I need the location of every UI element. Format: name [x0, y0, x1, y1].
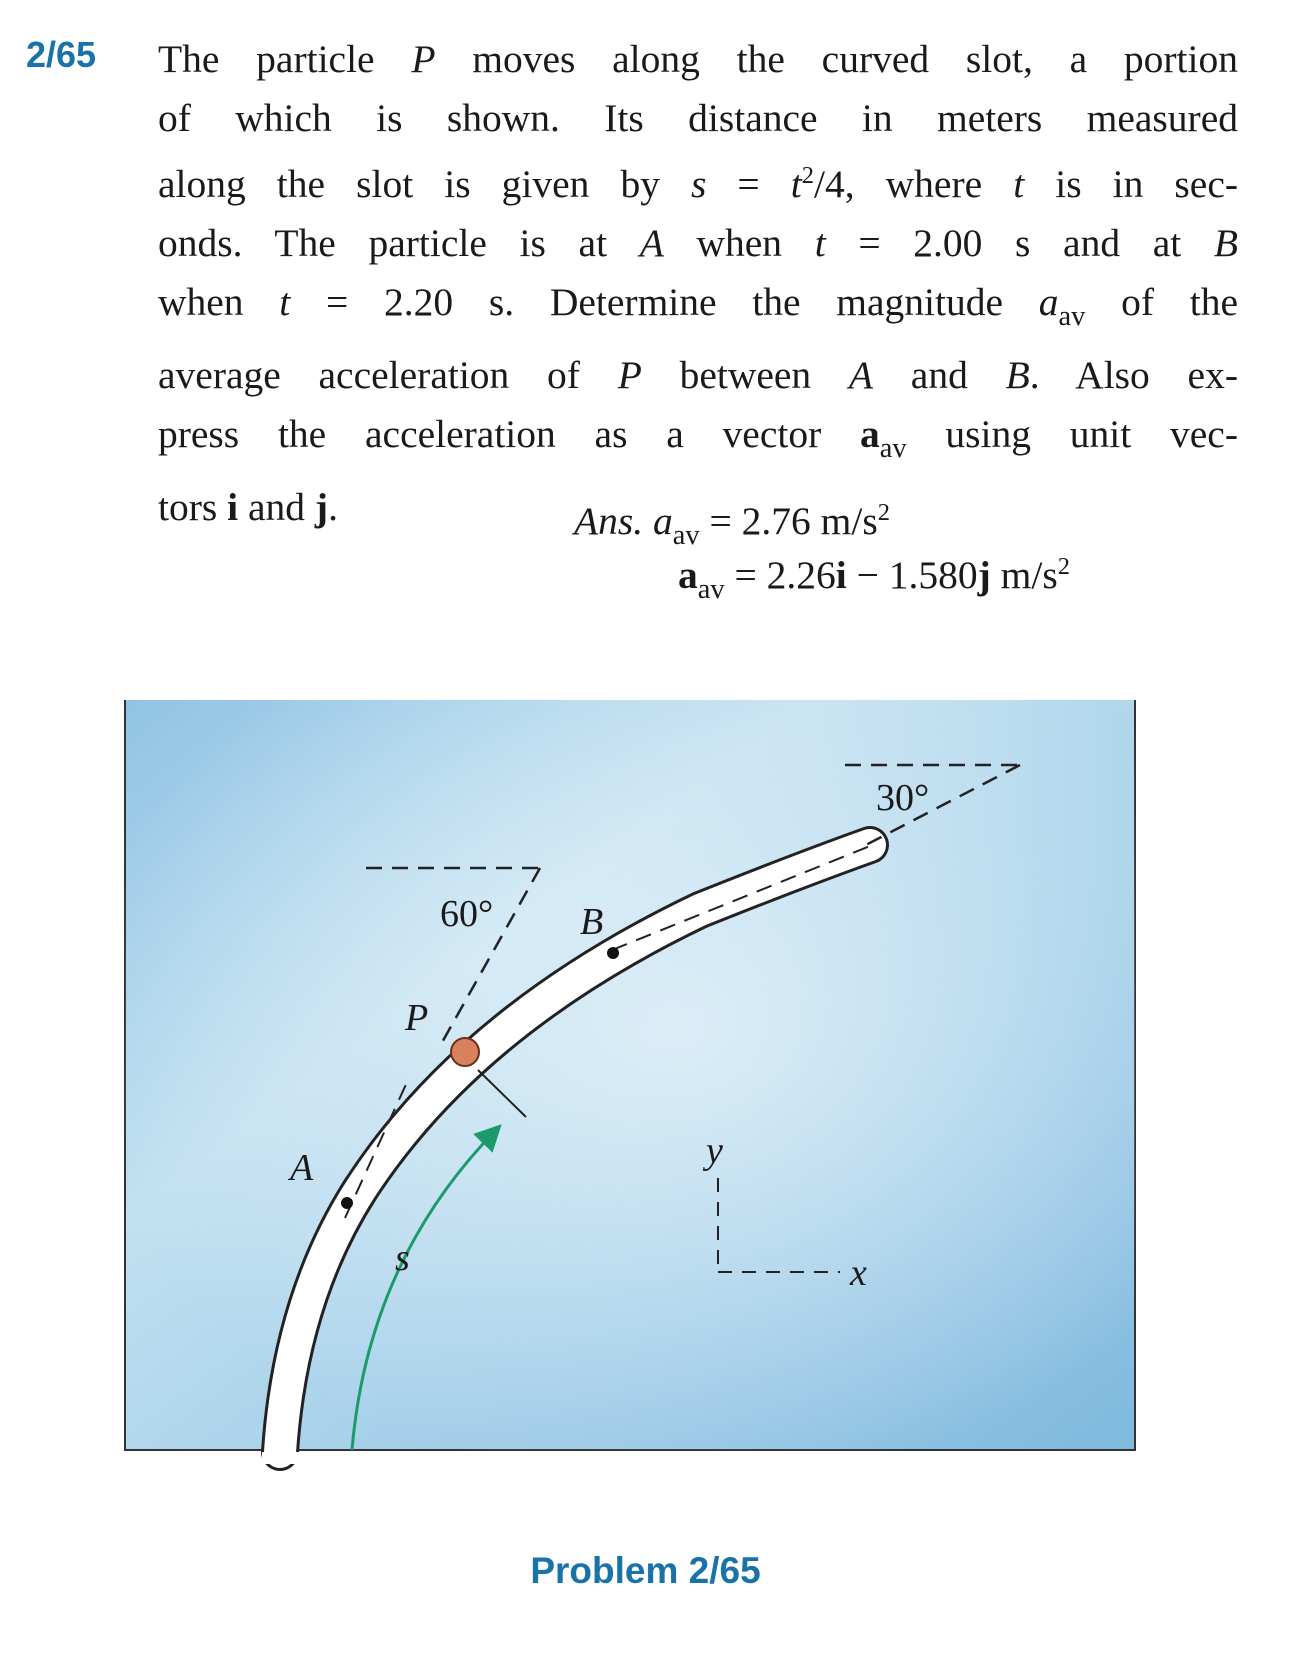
- problem-text-segment: and: [238, 485, 315, 530]
- problem-text-segment: is in sec-: [1024, 162, 1239, 207]
- answer-vector: [678, 552, 1070, 606]
- problem-text-segment: .: [328, 485, 338, 530]
- problem-text-segment: average acceleration of: [158, 353, 618, 398]
- answer-vector-sub: av: [697, 573, 725, 605]
- problem-text-segment: = 2.00 s and at: [825, 220, 1214, 265]
- problem-number: 2/65: [26, 34, 97, 75]
- point-A-label: A: [290, 1147, 314, 1189]
- point-B-label: B: [580, 901, 604, 943]
- problem-text-segment: when: [663, 220, 815, 265]
- figure-caption: Problem 2/65: [530, 1550, 761, 1591]
- problem-line: [158, 30, 1238, 89]
- problem-line: [158, 147, 1238, 214]
- problem-text-segment: t: [814, 220, 826, 265]
- unit-vector-j: j: [977, 553, 991, 597]
- problem-text-segment: a: [860, 411, 880, 456]
- problem-text-segment: P: [617, 353, 642, 398]
- angle-30-label: 30°: [876, 777, 930, 819]
- unit-vector-i: i: [835, 553, 847, 597]
- answer-sub: av: [672, 519, 700, 551]
- problem-text-segment: between: [641, 353, 849, 398]
- problem-text-segment: A: [639, 220, 664, 265]
- slot-opening: [262, 1452, 302, 1464]
- y-axis-label: y: [706, 1130, 723, 1172]
- problem-text-segment: of the: [1085, 279, 1238, 324]
- problem-text-segment: t: [790, 162, 802, 207]
- problem-text-segment: = 2.20 s. Determine the magnitude: [290, 279, 1039, 324]
- problem-line: [158, 273, 1238, 347]
- answer-vector-symbol: a: [678, 553, 698, 597]
- problem-text-segment: of which is shown. Its distance in meters measured: [158, 95, 1238, 140]
- problem-text-segment: =: [706, 162, 791, 207]
- problem-text-segment: tors: [158, 485, 228, 530]
- panel-glow: [125, 700, 1135, 1450]
- problem-text-segment: B: [1213, 220, 1239, 265]
- problem-text-segment: 2: [801, 162, 814, 190]
- point-A: [341, 1197, 353, 1209]
- problem-text-segment: moves along the curved slot, a portion: [435, 37, 1238, 81]
- answer-vector-part: m/s: [990, 553, 1058, 597]
- problem-line: [158, 405, 1238, 479]
- problem-text-segment: The particle: [158, 37, 412, 81]
- problem-text-segment: . Also ex-: [1029, 353, 1238, 398]
- problem-line: [158, 89, 1238, 148]
- answer-vector-part: = 2.26: [724, 553, 836, 597]
- answer-vector-sup: 2: [1057, 552, 1070, 580]
- answer-vector-part: − 1.580: [846, 553, 978, 597]
- problem-text-segment: along the slot is given by: [158, 162, 691, 207]
- problem-text-segment: i: [227, 485, 239, 530]
- problem-text-segment: press the acceleration as a vector: [158, 411, 861, 456]
- problem-figure: [0, 700, 1291, 1520]
- answer-value: = 2.76 m/s: [699, 499, 878, 543]
- answer-sup: 2: [877, 498, 890, 526]
- problem-text-segment: s: [691, 162, 707, 207]
- particle-P: [451, 1038, 479, 1066]
- problem-text-segment: onds. The particle is at: [158, 220, 640, 265]
- particle-P-label: P: [405, 997, 429, 1039]
- problem-line: [158, 214, 1238, 273]
- problem-text-segment: t: [279, 279, 291, 324]
- problem-text-segment: av: [879, 432, 907, 464]
- problem-text-segment: P: [411, 37, 436, 81]
- answer-symbol: a: [653, 499, 673, 543]
- arc-length-label: s: [395, 1237, 410, 1279]
- problem-line: [158, 346, 1238, 405]
- angle-60-label: 60°: [440, 893, 494, 935]
- problem-statement: [158, 30, 1238, 537]
- problem-text-segment: when: [158, 279, 280, 324]
- problem-text-segment: and: [873, 353, 1006, 398]
- x-axis-label: x: [850, 1252, 867, 1294]
- point-B: [607, 947, 619, 959]
- problem-text-segment: using unit vec-: [906, 411, 1238, 456]
- problem-text-segment: A: [848, 353, 874, 398]
- problem-text-segment: j: [314, 485, 329, 530]
- answer-magnitude: [574, 498, 890, 552]
- problem-text-segment: a: [1038, 279, 1059, 324]
- answer-label: Ans.: [574, 499, 644, 543]
- problem-text-segment: t: [1013, 162, 1025, 207]
- problem-text-segment: /4, where: [814, 162, 1014, 207]
- problem-text-segment: av: [1058, 300, 1086, 332]
- problem-text-segment: B: [1005, 353, 1030, 398]
- answer-block: [0, 498, 1291, 618]
